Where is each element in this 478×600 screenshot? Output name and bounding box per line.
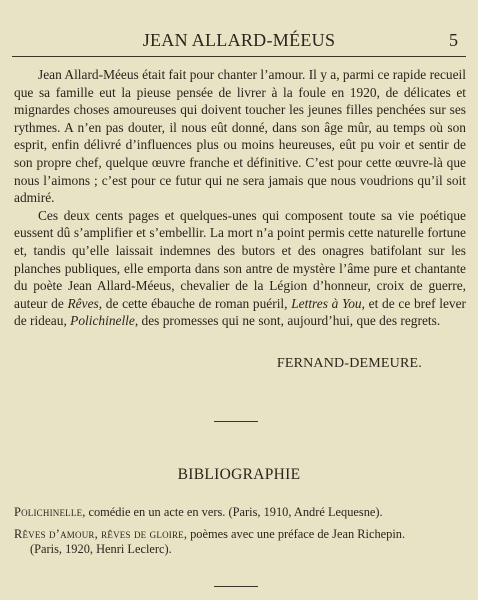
page-number: 5 <box>449 30 458 50</box>
bibliography-entry-details: , poèmes avec une préface de Jean Richepin. <box>183 527 406 541</box>
bibliography-entry-publication: (Paris, 1920, Henri Leclerc). <box>30 542 172 557</box>
bibliography-entry-title: Polichinelle <box>14 505 83 519</box>
body-text <box>14 66 466 330</box>
paragraph-2-part-4: , des promesses qui ne sont, aujourd’hui, que des regrets. <box>134 313 441 329</box>
title-lettres-a-you: Lettres à You <box>291 295 362 311</box>
paragraph-2-part-2: , de cette ébauche de roman puéril, <box>98 295 292 311</box>
bibliography-entry <box>14 527 466 558</box>
section-divider <box>214 421 258 422</box>
paragraph-1: Jean Allard-Méeus était fait pour chanter l’amour. Il y a, parmi ce rapide recueil que sa famille eut la pieuse pensée de livrer à la foule en 1920, de délicates et mignardes choses amoureuses qui doivent toucher les jeunes filles penchées sur ses rythmes. A n’en pas douter, il nous eût donné, dans son âge mûr, au temps où son esprit, enfin délivré d’influences plus ou moins heureuses, eût pu voir et sentir de son propre chef, quelque œuvre franche et définitive. C’est pour cette œuvre-là que nous l’aimons ; c’est pour ce futur qui ne sera jamais que nous voudrions qu’il soit admiré. <box>14 67 466 206</box>
signature: FERNAND-DEMEURE. <box>276 356 422 371</box>
bibliography-entry-details: , comédie en un acte en vers. (Paris, 1910, André Lequesne). <box>82 505 383 519</box>
bibliography-entry <box>14 505 466 520</box>
running-title: JEAN ALLARD-MÉEUS <box>142 30 336 50</box>
bibliography-heading: BIBLIOGRAPHIE <box>177 466 301 483</box>
title-reves: Rêves <box>67 295 99 311</box>
paragraph-2-part-1: Ces deux cents pages et quelques-unes qui composent toute sa vie poétique eussent dû s’amplifier et s’embellir. La mort n’a point permis cette naturelle fortune et, tandis qu’elle laissait indemnes des butors et des onagres batifolant sur les planches publiques, elle emporta dans son antre de mystère l’âme pure et chantante du poète Jean Allard-Méeus, chevalier de la Légion d’honneur, croix de guerre, auteur de <box>14 207 466 311</box>
paragraph-2 <box>14 207 466 330</box>
page-header <box>12 30 466 52</box>
paragraph-2-part-3: , et de ce bref lever de rideau, <box>14 295 466 329</box>
bibliography-entry-title: Rêves d’amour, rêves de gloire <box>14 527 184 541</box>
end-divider <box>214 586 258 587</box>
title-polichinelle: Polichinelle <box>70 313 135 329</box>
header-rule <box>12 56 466 57</box>
